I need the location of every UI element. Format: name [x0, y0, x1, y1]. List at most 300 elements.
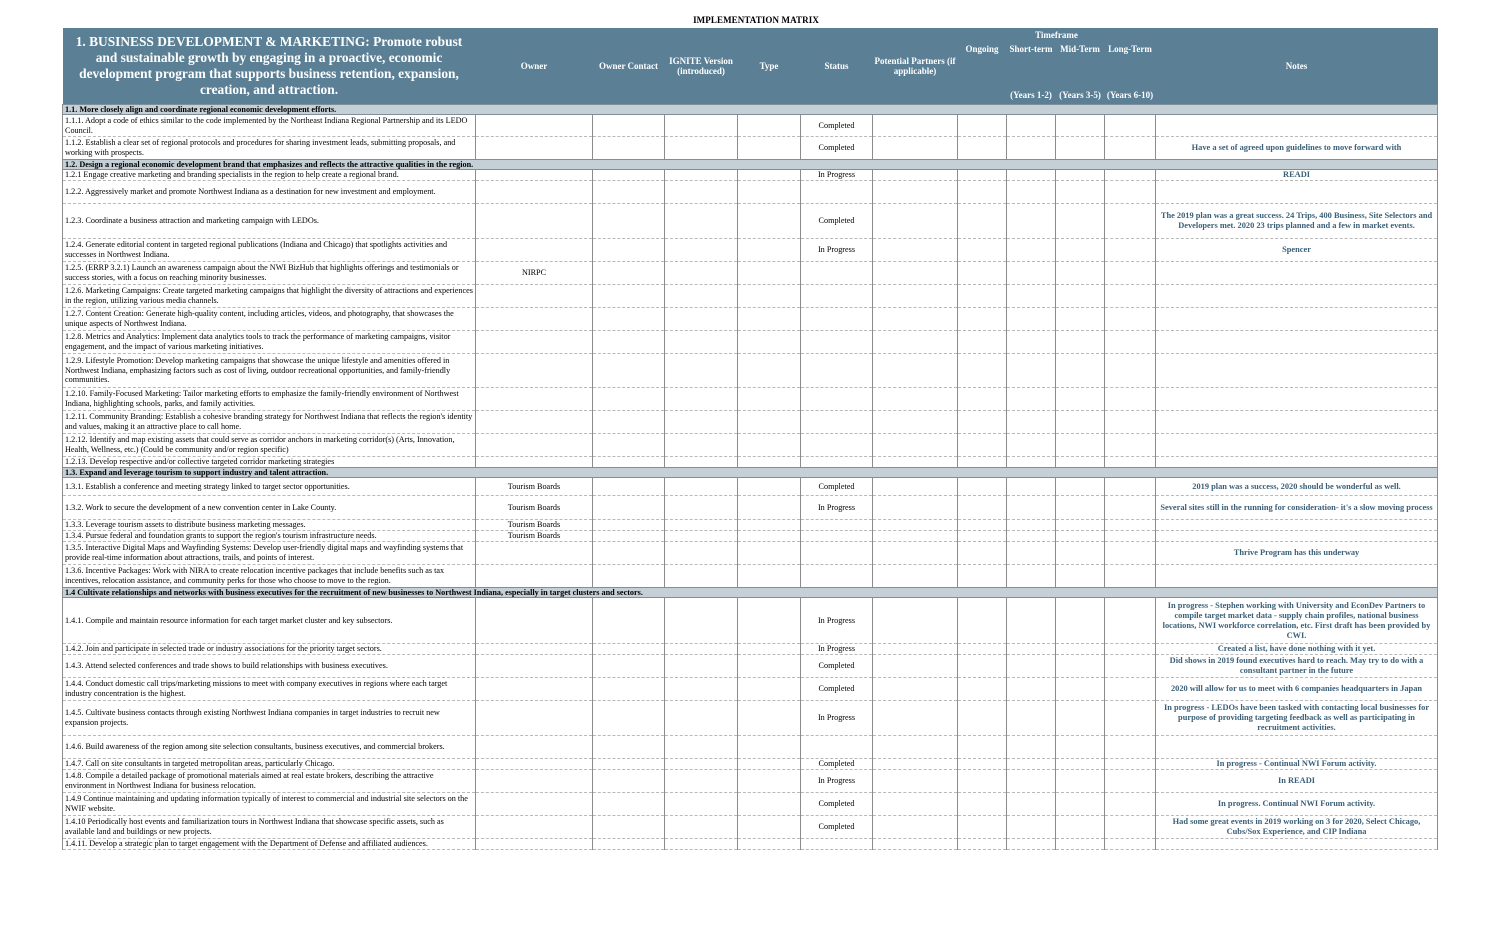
status-cell: Completed	[801, 115, 873, 137]
owner-contact-cell	[593, 678, 665, 701]
ongoing-cell	[958, 115, 1007, 137]
mid-term-cell	[1056, 770, 1105, 793]
notes-cell: Spencer	[1156, 239, 1438, 262]
status-cell	[801, 565, 873, 588]
potential-partners-cell	[873, 839, 958, 850]
long-term-cell	[1105, 308, 1156, 331]
type-cell	[738, 759, 801, 770]
ignite-version-cell	[665, 308, 738, 331]
mid-term-cell	[1056, 598, 1105, 644]
notes-cell	[1156, 565, 1438, 588]
owner-cell	[476, 331, 593, 354]
ignite-version-cell	[665, 496, 738, 520]
type-cell	[738, 793, 801, 816]
short-term-cell	[1007, 285, 1056, 308]
potential-partners-cell	[873, 496, 958, 520]
owner-contact-cell	[593, 331, 665, 354]
notes-cell: In progress - Stephen working with University and EconDev Partners to compile target market data - supply chain profiles, national business locations, NWI workforce correlation, etc. First draft has been provided by CWI.	[1156, 598, 1438, 644]
section-heading-row	[63, 468, 1438, 478]
long-term-cell	[1105, 736, 1156, 759]
status-cell: In Progress	[801, 239, 873, 262]
status-cell	[801, 411, 873, 434]
ignite-version-cell	[665, 181, 738, 204]
notes-column-header: Notes	[1156, 28, 1438, 105]
ongoing-cell	[958, 565, 1007, 588]
action-description: 1.3.3. Leverage tourism assets to distribute business marketing messages.	[63, 520, 476, 531]
owner-cell	[476, 542, 593, 565]
table-row	[63, 678, 1438, 701]
header-row	[63, 28, 1438, 40]
long-term-years-label: (Years 6-10)	[1106, 90, 1154, 100]
short-term-cell	[1007, 839, 1056, 850]
owner-contact-cell	[593, 644, 665, 655]
owner-cell	[476, 388, 593, 411]
long-term-cell	[1105, 816, 1156, 839]
table-row	[63, 331, 1438, 354]
action-description: 1.4.4. Conduct domestic call trips/marketing missions to meet with company executives in regions where each target industry concentration is the highest.	[63, 678, 476, 701]
owner-cell	[476, 434, 593, 457]
short-term-cell	[1007, 736, 1056, 759]
ignite-version-cell	[665, 793, 738, 816]
ongoing-cell	[958, 262, 1007, 285]
status-cell	[801, 457, 873, 468]
short-term-column-header	[1007, 40, 1056, 105]
owner-contact-cell	[593, 655, 665, 678]
section-heading: 1.1. More closely align and coordinate regional economic development efforts.	[63, 105, 1438, 115]
ongoing-cell	[958, 496, 1007, 520]
type-cell	[738, 354, 801, 388]
ignite-version-cell	[665, 239, 738, 262]
mid-term-cell	[1056, 170, 1105, 181]
potential-partners-cell	[873, 531, 958, 542]
action-description: 1.2.6. Marketing Campaigns: Create targeted marketing campaigns that highlight the diversity of attractions and experiences in the region, utilizing various media channels.	[63, 285, 476, 308]
action-description: 1.4.7. Call on site consultants in targeted metropolitan areas, particularly Chicago.	[63, 759, 476, 770]
table-row	[63, 839, 1438, 850]
status-cell	[801, 308, 873, 331]
status-cell: Completed	[801, 759, 873, 770]
short-term-cell	[1007, 170, 1056, 181]
type-cell	[738, 736, 801, 759]
mid-term-cell	[1056, 137, 1105, 160]
short-term-cell	[1007, 816, 1056, 839]
status-cell	[801, 531, 873, 542]
type-cell	[738, 137, 801, 160]
type-cell	[738, 496, 801, 520]
long-term-cell	[1105, 598, 1156, 644]
type-cell	[738, 170, 801, 181]
ongoing-cell	[958, 655, 1007, 678]
owner-cell	[476, 181, 593, 204]
ignite-version-cell	[665, 759, 738, 770]
table-row	[63, 736, 1438, 759]
potential-partners-cell	[873, 759, 958, 770]
owner-contact-cell	[593, 701, 665, 736]
type-cell	[738, 115, 801, 137]
ignite-version-cell	[665, 736, 738, 759]
short-term-years-label: (Years 1-2)	[1010, 90, 1052, 100]
goal-heading: 1. BUSINESS DEVELOPMENT & MARKETING: Promote robust and sustainable growth by engaging in a proactive, economic development program that supports business retention, expansion, creation, and attraction.	[63, 28, 476, 105]
action-description: 1.2.5. (ERRP 3.2.1) Launch an awareness campaign about the NWI BizHub that highlights offerings and testimonials or success stories, with a focus on reaching minority businesses.	[63, 262, 476, 285]
action-description: 1.2.2. Aggressively market and promote Northwest Indiana as a destination for new investment and employment.	[63, 181, 476, 204]
type-cell	[738, 542, 801, 565]
action-description: 1.2.13. Develop respective and/or collective targeted corridor marketing strategies	[63, 457, 476, 468]
mid-term-cell	[1056, 308, 1105, 331]
notes-cell	[1156, 520, 1438, 531]
long-term-cell	[1105, 770, 1156, 793]
owner-cell: NIRPC	[476, 262, 593, 285]
table-row	[63, 239, 1438, 262]
type-cell	[738, 770, 801, 793]
owner-cell	[476, 816, 593, 839]
action-description: 1.2.4. Generate editorial content in targeted regional publications (Indiana and Chicago) that spotlights activities and successes in Northwest Indiana.	[63, 239, 476, 262]
owner-contact-column-header: Owner Contact	[593, 28, 665, 105]
type-cell	[738, 655, 801, 678]
table-row	[63, 759, 1438, 770]
action-description: 1.2.7. Content Creation: Generate high-quality content, including articles, videos, and photography, that showcases the unique aspects of Northwest Indiana.	[63, 308, 476, 331]
potential-partners-column-header: Potential Partners (if applicable)	[873, 28, 958, 105]
potential-partners-cell	[873, 598, 958, 644]
short-term-cell	[1007, 204, 1056, 239]
table-row	[63, 520, 1438, 531]
potential-partners-cell	[873, 331, 958, 354]
action-description: 1.4.9 Continue maintaining and updating information typically of interest to commercial and industrial site selectors on the NWIF website.	[63, 793, 476, 816]
potential-partners-cell	[873, 701, 958, 736]
mid-term-cell	[1056, 655, 1105, 678]
action-description: 1.4.8. Compile a detailed package of promotional materials aimed at real estate brokers, describing the attractive environment in Northwest Indiana for business relocation.	[63, 770, 476, 793]
matrix-body	[63, 105, 1438, 850]
long-term-cell	[1105, 411, 1156, 434]
potential-partners-cell	[873, 239, 958, 262]
mid-term-cell	[1056, 644, 1105, 655]
ongoing-cell	[958, 542, 1007, 565]
notes-cell	[1156, 262, 1438, 285]
status-cell: Completed	[801, 137, 873, 160]
owner-contact-cell	[593, 598, 665, 644]
potential-partners-cell	[873, 285, 958, 308]
owner-contact-cell	[593, 204, 665, 239]
section-heading: 1.2. Design a regional economic development brand that emphasizes and reflects the attractive qualities in the region.	[63, 160, 1438, 170]
owner-cell	[476, 308, 593, 331]
short-term-label: Short-term	[1009, 44, 1053, 54]
notes-cell	[1156, 354, 1438, 388]
status-cell	[801, 520, 873, 531]
long-term-cell	[1105, 457, 1156, 468]
owner-contact-cell	[593, 308, 665, 331]
long-term-cell	[1105, 542, 1156, 565]
section-heading-row	[63, 105, 1438, 115]
ignite-version-cell	[665, 457, 738, 468]
owner-cell	[476, 839, 593, 850]
section-heading: 1.4 Cultivate relationships and networks with business executives for the recruitment of new businesses to Northwest Indiana, especially in target clusters and sectors.	[63, 588, 1438, 598]
status-cell	[801, 262, 873, 285]
table-row	[63, 793, 1438, 816]
status-cell	[801, 331, 873, 354]
short-term-cell	[1007, 598, 1056, 644]
action-description: 1.1.1. Adopt a code of ethics similar to the code implemented by the Northeast Indiana Regional Partnership and its LEDO Council.	[63, 115, 476, 137]
long-term-cell	[1105, 655, 1156, 678]
owner-contact-cell	[593, 457, 665, 468]
ongoing-cell	[958, 531, 1007, 542]
potential-partners-cell	[873, 655, 958, 678]
ongoing-cell	[958, 770, 1007, 793]
status-cell: In Progress	[801, 770, 873, 793]
owner-contact-cell	[593, 137, 665, 160]
status-cell: In Progress	[801, 496, 873, 520]
status-cell	[801, 434, 873, 457]
mid-term-cell	[1056, 388, 1105, 411]
ignite-version-cell	[665, 644, 738, 655]
notes-cell: Had some great events in 2019 working on 3 for 2020, Select Chicago, Cubs/Sox Experience, and CIP Indiana	[1156, 816, 1438, 839]
short-term-cell	[1007, 701, 1056, 736]
notes-cell: In READI	[1156, 770, 1438, 793]
status-cell: Completed	[801, 478, 873, 496]
notes-cell	[1156, 285, 1438, 308]
type-cell	[738, 839, 801, 850]
owner-cell	[476, 770, 593, 793]
status-cell	[801, 181, 873, 204]
notes-cell: In progress - LEDOs have been tasked with contacting local businesses for purpose of providing targeting feedback as well as participating in recruitment activities.	[1156, 701, 1438, 736]
type-cell	[738, 434, 801, 457]
table-row	[63, 770, 1438, 793]
notes-cell: READI	[1156, 170, 1438, 181]
ignite-version-cell	[665, 354, 738, 388]
type-cell	[738, 308, 801, 331]
mid-term-column-header	[1056, 40, 1105, 105]
table-row	[63, 655, 1438, 678]
short-term-cell	[1007, 262, 1056, 285]
mid-term-cell	[1056, 793, 1105, 816]
long-term-cell	[1105, 434, 1156, 457]
type-cell	[738, 285, 801, 308]
owner-cell	[476, 411, 593, 434]
owner-cell	[476, 115, 593, 137]
notes-cell	[1156, 839, 1438, 850]
long-term-cell	[1105, 520, 1156, 531]
owner-contact-cell	[593, 434, 665, 457]
type-cell	[738, 457, 801, 468]
status-cell	[801, 736, 873, 759]
action-description: 1.2.3. Coordinate a business attraction and marketing campaign with LEDOs.	[63, 204, 476, 239]
mid-term-cell	[1056, 115, 1105, 137]
table-row	[63, 115, 1438, 137]
ongoing-cell	[958, 759, 1007, 770]
short-term-cell	[1007, 770, 1056, 793]
long-term-cell	[1105, 701, 1156, 736]
ignite-version-cell	[665, 520, 738, 531]
notes-cell: In progress. Continual NWI Forum activity.	[1156, 793, 1438, 816]
ongoing-cell	[958, 793, 1007, 816]
section-heading: 1.3. Expand and leverage tourism to support industry and talent attraction.	[63, 468, 1438, 478]
ignite-version-cell	[665, 701, 738, 736]
potential-partners-cell	[873, 644, 958, 655]
owner-contact-cell	[593, 285, 665, 308]
owner-contact-cell	[593, 531, 665, 542]
status-cell: Completed	[801, 793, 873, 816]
owner-contact-cell	[593, 520, 665, 531]
owner-contact-cell	[593, 542, 665, 565]
potential-partners-cell	[873, 542, 958, 565]
potential-partners-cell	[873, 115, 958, 137]
status-cell: Completed	[801, 204, 873, 239]
potential-partners-cell	[873, 308, 958, 331]
table-row	[63, 816, 1438, 839]
mid-term-label: Mid-Term	[1060, 44, 1100, 54]
owner-cell	[476, 701, 593, 736]
notes-cell	[1156, 457, 1438, 468]
short-term-cell	[1007, 655, 1056, 678]
ignite-version-column-header: IGNITE Version (introduced)	[665, 28, 738, 105]
notes-cell	[1156, 736, 1438, 759]
owner-cell	[476, 678, 593, 701]
mid-term-cell	[1056, 542, 1105, 565]
ignite-version-cell	[665, 331, 738, 354]
mid-term-cell	[1056, 759, 1105, 770]
ignite-version-cell	[665, 655, 738, 678]
action-description: 1.4.5. Cultivate business contacts through existing Northwest Indiana companies in target industries to recruit new expansion projects.	[63, 701, 476, 736]
action-description: 1.4.10 Periodically host events and familiarization tours in Northwest Indiana that showcase specific assets, such as available land and buildings or new projects.	[63, 816, 476, 839]
owner-contact-cell	[593, 736, 665, 759]
ignite-version-cell	[665, 285, 738, 308]
potential-partners-cell	[873, 478, 958, 496]
short-term-cell	[1007, 181, 1056, 204]
status-cell: Completed	[801, 655, 873, 678]
ignite-version-cell	[665, 542, 738, 565]
short-term-cell	[1007, 308, 1056, 331]
long-term-cell	[1105, 239, 1156, 262]
status-cell: Completed	[801, 816, 873, 839]
long-term-cell	[1105, 204, 1156, 239]
owner-contact-cell	[593, 181, 665, 204]
owner-cell	[476, 644, 593, 655]
status-cell	[801, 285, 873, 308]
ignite-version-cell	[665, 411, 738, 434]
table-row	[63, 644, 1438, 655]
potential-partners-cell	[873, 262, 958, 285]
owner-contact-cell	[593, 565, 665, 588]
type-cell	[738, 816, 801, 839]
status-cell	[801, 388, 873, 411]
long-term-cell	[1105, 839, 1156, 850]
mid-term-cell	[1056, 736, 1105, 759]
action-description: 1.3.1. Establish a conference and meeting strategy linked to target sector opportunities.	[63, 478, 476, 496]
table-row	[63, 204, 1438, 239]
owner-cell	[476, 354, 593, 388]
table-row	[63, 565, 1438, 588]
table-row	[63, 411, 1438, 434]
owner-cell	[476, 655, 593, 678]
ignite-version-cell	[665, 204, 738, 239]
table-row	[63, 137, 1438, 160]
type-cell	[738, 598, 801, 644]
notes-cell	[1156, 181, 1438, 204]
owner-cell	[476, 457, 593, 468]
ongoing-cell	[958, 331, 1007, 354]
owner-cell: Tourism Boards	[476, 520, 593, 531]
short-term-cell	[1007, 531, 1056, 542]
notes-cell	[1156, 331, 1438, 354]
mid-term-cell	[1056, 354, 1105, 388]
owner-contact-cell	[593, 770, 665, 793]
type-cell	[738, 478, 801, 496]
mid-term-cell	[1056, 411, 1105, 434]
short-term-cell	[1007, 388, 1056, 411]
table-row	[63, 181, 1438, 204]
action-description: 1.1.2. Establish a clear set of regional protocols and procedures for sharing investment leads, submitting proposals, and working with prospects.	[63, 137, 476, 160]
long-term-column-header	[1105, 40, 1156, 105]
ongoing-cell	[958, 434, 1007, 457]
potential-partners-cell	[873, 565, 958, 588]
long-term-cell	[1105, 644, 1156, 655]
status-cell: In Progress	[801, 170, 873, 181]
mid-term-cell	[1056, 678, 1105, 701]
status-cell	[801, 542, 873, 565]
table-row	[63, 434, 1438, 457]
owner-contact-cell	[593, 839, 665, 850]
ongoing-cell	[958, 644, 1007, 655]
long-term-cell	[1105, 565, 1156, 588]
ignite-version-cell	[665, 531, 738, 542]
table-row	[63, 354, 1438, 388]
notes-cell: In progress - Continual NWI Forum activity.	[1156, 759, 1438, 770]
owner-contact-cell	[593, 816, 665, 839]
type-cell	[738, 644, 801, 655]
notes-cell	[1156, 531, 1438, 542]
implementation-matrix-table	[62, 28, 1438, 850]
owner-contact-cell	[593, 496, 665, 520]
ignite-version-cell	[665, 388, 738, 411]
owner-cell	[476, 239, 593, 262]
short-term-cell	[1007, 434, 1056, 457]
status-cell: In Progress	[801, 598, 873, 644]
table-row	[63, 308, 1438, 331]
long-term-cell	[1105, 115, 1156, 137]
long-term-cell	[1105, 496, 1156, 520]
short-term-cell	[1007, 496, 1056, 520]
ignite-version-cell	[665, 816, 738, 839]
short-term-cell	[1007, 411, 1056, 434]
long-term-cell	[1105, 478, 1156, 496]
long-term-cell	[1105, 388, 1156, 411]
notes-cell: Did shows in 2019 found executives hard to reach. May try to do with a consultant partner in the future	[1156, 655, 1438, 678]
mid-term-cell	[1056, 239, 1105, 262]
short-term-cell	[1007, 793, 1056, 816]
action-description: 1.2.12. Identify and map existing assets that could serve as corridor anchors in marketing corridor(s) (Arts, Innovation, Health, Wellness, etc.) (Could be community and/or region specific)	[63, 434, 476, 457]
status-cell	[801, 839, 873, 850]
table-row	[63, 598, 1438, 644]
potential-partners-cell	[873, 204, 958, 239]
long-term-cell	[1105, 170, 1156, 181]
mid-term-cell	[1056, 496, 1105, 520]
status-cell	[801, 354, 873, 388]
long-term-cell	[1105, 354, 1156, 388]
owner-cell: Tourism Boards	[476, 496, 593, 520]
potential-partners-cell	[873, 170, 958, 181]
ignite-version-cell	[665, 262, 738, 285]
long-term-cell	[1105, 678, 1156, 701]
short-term-cell	[1007, 239, 1056, 262]
owner-cell: Tourism Boards	[476, 531, 593, 542]
ongoing-cell	[958, 354, 1007, 388]
short-term-cell	[1007, 542, 1056, 565]
ongoing-cell	[958, 816, 1007, 839]
mid-term-cell	[1056, 331, 1105, 354]
table-row	[63, 388, 1438, 411]
ongoing-cell	[958, 839, 1007, 850]
short-term-cell	[1007, 644, 1056, 655]
status-cell: In Progress	[801, 644, 873, 655]
mid-term-years-label: (Years 3-5)	[1059, 90, 1101, 100]
ongoing-cell	[958, 701, 1007, 736]
